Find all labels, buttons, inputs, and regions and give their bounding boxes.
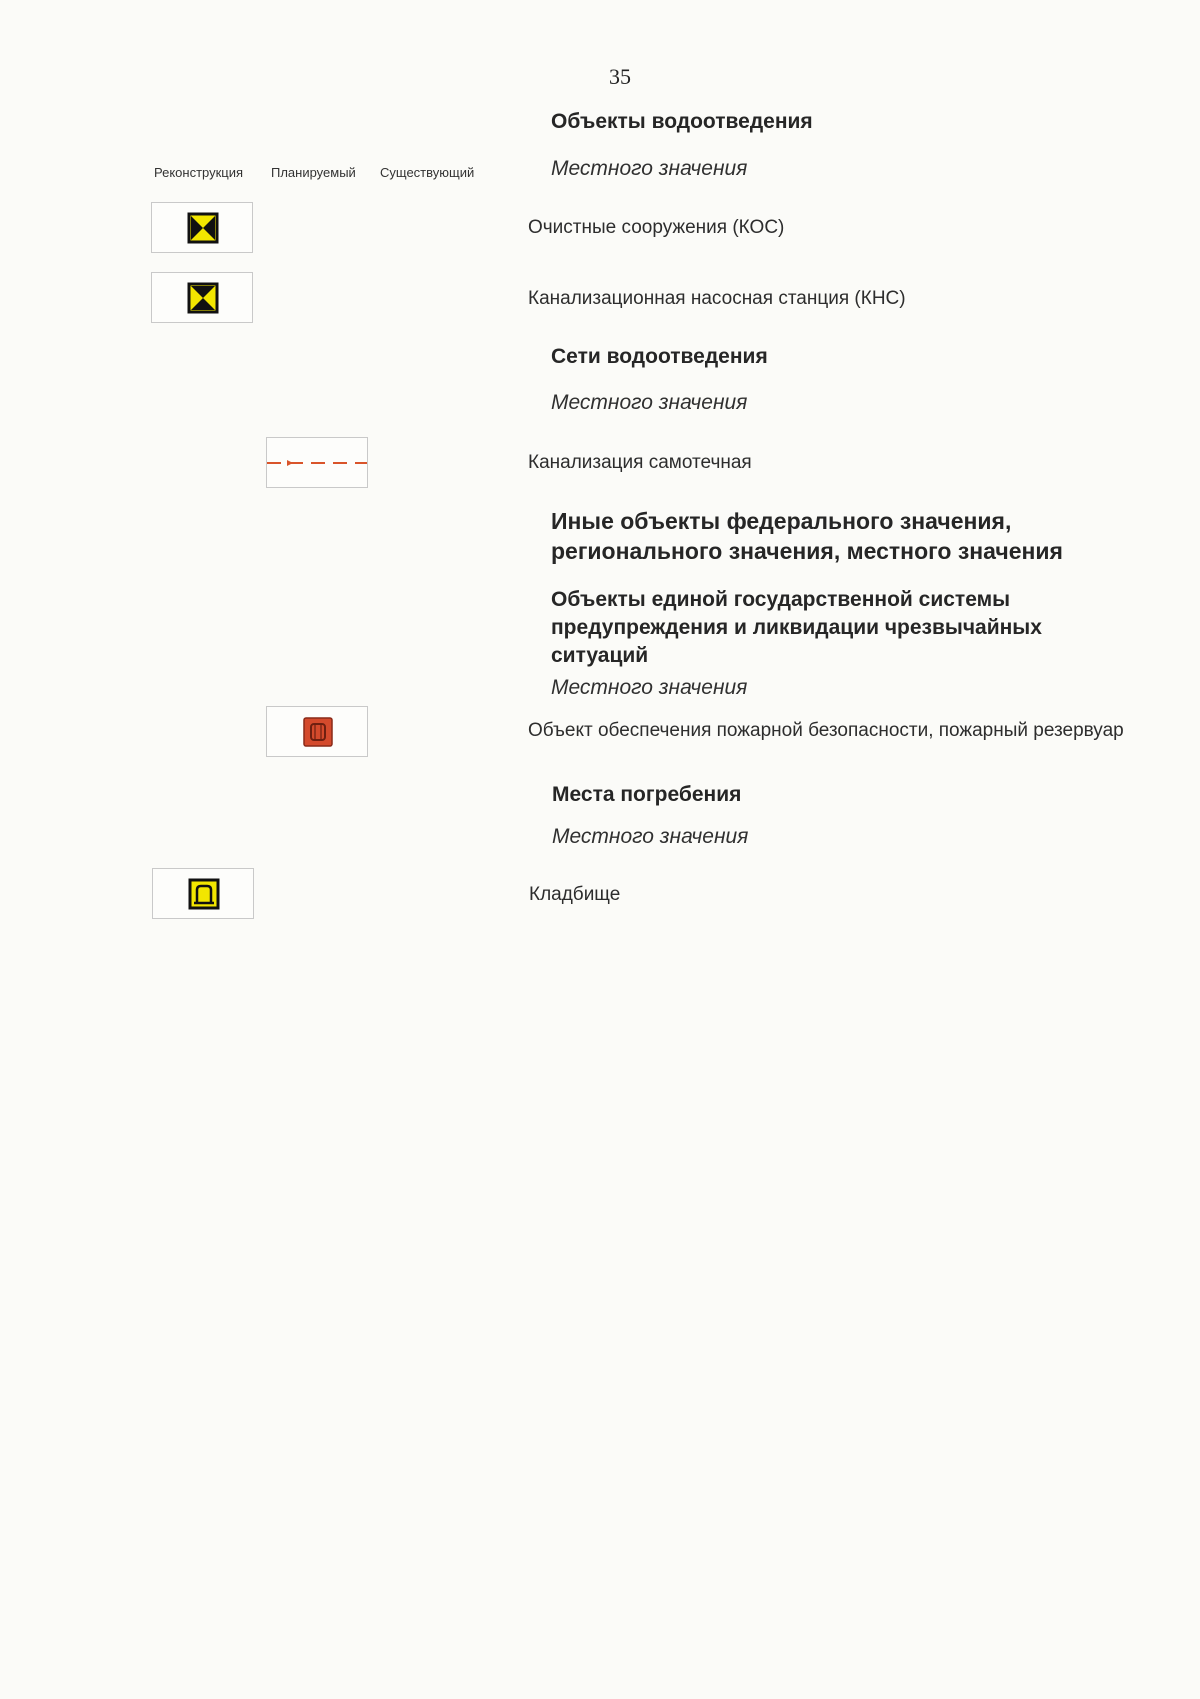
section-subtitle-wastewater-objects: Местного значения <box>551 157 748 180</box>
legend-label-treatment-plant: Очистные сооружения (КОС) <box>528 217 785 238</box>
cemetery-icon <box>153 869 255 920</box>
legend-label-gravity-sewer: Канализация самотечная <box>528 452 752 473</box>
treatment-plant-icon <box>152 203 254 254</box>
section-subtitle-wastewater-networks: Местного значения <box>551 391 748 414</box>
section-title-other-objects: Иные объекты федерального значения, регионального значения, местного значения <box>551 508 1063 564</box>
gravity-sewer-line-icon <box>267 438 369 489</box>
section-title-burial-places: Места погребения <box>552 783 742 806</box>
legend-symbol-box <box>266 706 368 757</box>
legend-symbol-box <box>151 272 253 323</box>
legend-symbol-box <box>151 202 253 253</box>
column-header-existing: Существующий <box>380 165 475 180</box>
legend-label-cemetery: Кладбище <box>529 884 621 905</box>
pump-station-icon <box>152 273 254 324</box>
section-title-emergency-system: Объекты единой государственной системы предупреждения и ликвидации чрезвычайных ситуаций <box>551 588 1042 667</box>
section-subtitle-emergency-system: Местного значения <box>551 676 748 699</box>
section-title-wastewater-objects: Объекты водоотведения <box>551 110 813 133</box>
page-number: 35 <box>609 64 631 89</box>
column-header-reconstruction: Реконструкция <box>154 165 244 180</box>
legend-label-pump-station: Канализационная насосная станция (КНС) <box>528 288 906 309</box>
section-subtitle-burial-places: Местного значения <box>552 825 749 848</box>
fire-reservoir-icon <box>267 707 369 758</box>
column-header-planned: Планируемый <box>271 165 356 180</box>
section-title-wastewater-networks: Сети водоотведения <box>551 345 768 368</box>
legend-symbol-box <box>152 868 254 919</box>
legend-label-fire-reservoir: Объект обеспечения пожарной безопасности, пожарный резервуар <box>528 720 1124 741</box>
legend-symbol-box <box>266 437 368 488</box>
